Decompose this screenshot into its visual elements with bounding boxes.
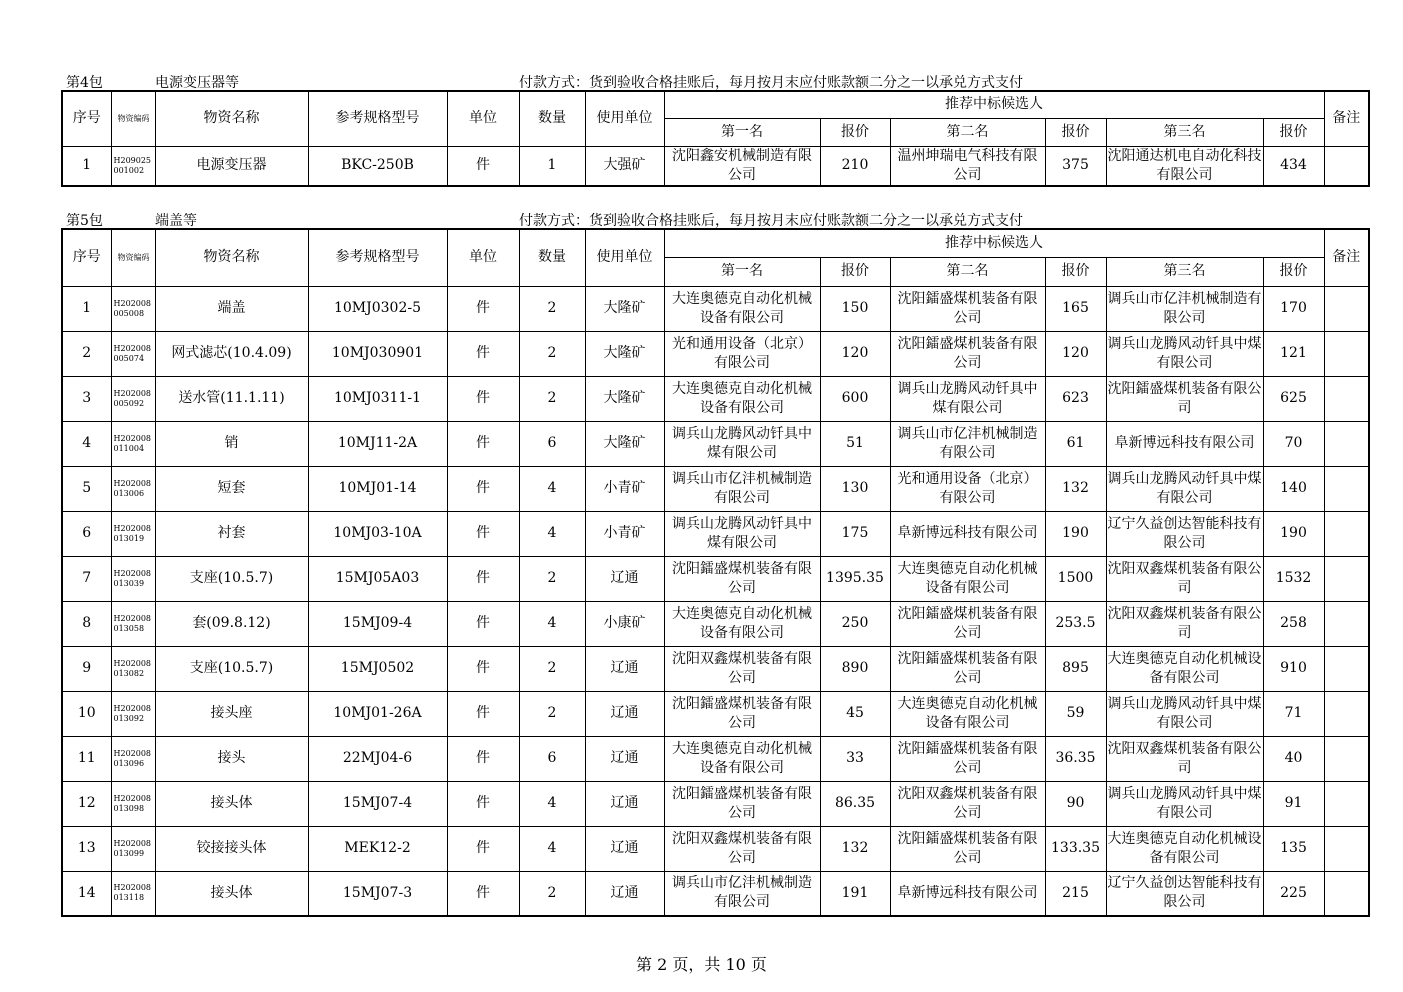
row-seq: 14 (62, 871, 111, 916)
row-first-candidate: 沈阳双鑫煤机装备有限公司 (664, 646, 820, 691)
row-first-candidate: 沈阳鐳盛煤机装备有限公司 (664, 781, 820, 826)
row-first-candidate: 大连奥德克自动化机械设备有限公司 (664, 601, 820, 646)
row-remark (1324, 601, 1369, 646)
row-qty: 6 (519, 421, 585, 466)
row-qty: 4 (519, 601, 585, 646)
row-price-2: 623 (1045, 376, 1106, 421)
row-third-candidate: 沈阳通达机电自动化科技有限公司 (1106, 146, 1263, 186)
row-seq: 3 (62, 376, 111, 421)
row-first-candidate: 沈阳鐳盛煤机装备有限公司 (664, 691, 820, 736)
col-price-3: 报价 (1263, 118, 1324, 146)
row-unit: 件 (447, 376, 519, 421)
row-user: 辽通 (585, 691, 664, 736)
package-4-table (61, 90, 1370, 187)
table-row (62, 286, 1369, 331)
table-row (62, 421, 1369, 466)
row-price-1: 51 (820, 421, 890, 466)
row-price-1: 150 (820, 286, 890, 331)
row-name: 短套 (155, 466, 308, 511)
row-second-candidate: 调兵山市亿沣机械制造有限公司 (890, 421, 1045, 466)
row-spec: BKC-250B (308, 146, 447, 186)
row-spec: 10MJ01-26A (308, 691, 447, 736)
row-price-2: 375 (1045, 146, 1106, 186)
row-price-3: 225 (1263, 871, 1324, 916)
row-code: H202008 013058 (111, 601, 155, 646)
table-row (62, 466, 1369, 511)
col-price-1: 报价 (820, 118, 890, 146)
row-price-1: 890 (820, 646, 890, 691)
row-qty: 2 (519, 376, 585, 421)
row-unit: 件 (447, 556, 519, 601)
table-row (62, 736, 1369, 781)
col-qty: 数量 (519, 91, 585, 146)
row-second-candidate: 阜新博远科技有限公司 (890, 511, 1045, 556)
row-price-3: 434 (1263, 146, 1324, 186)
row-qty: 2 (519, 286, 585, 331)
col-price-2: 报价 (1045, 257, 1106, 286)
col-spec: 参考规格型号 (308, 229, 447, 286)
row-name: 电源变压器 (155, 146, 308, 186)
row-spec: 15MJ0502 (308, 646, 447, 691)
col-name: 物资名称 (155, 229, 308, 286)
row-seq: 4 (62, 421, 111, 466)
row-seq: 9 (62, 646, 111, 691)
row-price-3: 258 (1263, 601, 1324, 646)
table-row (62, 146, 1369, 186)
table-row (62, 646, 1369, 691)
row-first-candidate: 沈阳鑫安机械制造有限公司 (664, 146, 820, 186)
row-name: 接头体 (155, 871, 308, 916)
row-code: H202008 013082 (111, 646, 155, 691)
row-price-3: 910 (1263, 646, 1324, 691)
row-unit: 件 (447, 826, 519, 871)
col-second: 第二名 (890, 118, 1045, 146)
col-third: 第三名 (1106, 118, 1263, 146)
row-second-candidate: 沈阳鐳盛煤机装备有限公司 (890, 826, 1045, 871)
row-seq: 13 (62, 826, 111, 871)
row-name: 网式滤芯(10.4.09) (155, 331, 308, 376)
row-third-candidate: 沈阳双鑫煤机装备有限公司 (1106, 601, 1263, 646)
row-seq: 2 (62, 331, 111, 376)
row-first-candidate: 沈阳鐳盛煤机装备有限公司 (664, 556, 820, 601)
package-5-table (61, 228, 1370, 917)
row-spec: 15MJ09-4 (308, 601, 447, 646)
col-unit: 单位 (447, 91, 519, 146)
payment-terms: 付款方式：货到验收合格挂账后，每月按月末应付账款额二分之一以承兑方式支付 (519, 75, 1023, 91)
row-third-candidate: 阜新博远科技有限公司 (1106, 421, 1263, 466)
row-spec: 15MJ07-3 (308, 871, 447, 916)
row-spec: 15MJ05A03 (308, 556, 447, 601)
row-first-candidate: 大连奥德克自动化机械设备有限公司 (664, 376, 820, 421)
table-row (62, 601, 1369, 646)
row-code: H202008 011004 (111, 421, 155, 466)
row-price-2: 165 (1045, 286, 1106, 331)
row-first-candidate: 调兵山市亿沣机械制造有限公司 (664, 871, 820, 916)
row-user: 大隆矿 (585, 421, 664, 466)
col-price-2: 报价 (1045, 118, 1106, 146)
row-qty: 2 (519, 646, 585, 691)
row-code: H202008 013092 (111, 691, 155, 736)
row-third-candidate: 调兵山龙腾风动钎具中煤有限公司 (1106, 691, 1263, 736)
package-name: 电源变压器等 (155, 75, 239, 91)
row-price-2: 120 (1045, 331, 1106, 376)
row-price-1: 45 (820, 691, 890, 736)
row-name: 端盖 (155, 286, 308, 331)
row-price-1: 191 (820, 871, 890, 916)
row-price-1: 130 (820, 466, 890, 511)
col-spec: 参考规格型号 (308, 91, 447, 146)
row-code: H202008 005092 (111, 376, 155, 421)
row-second-candidate: 大连奥德克自动化机械设备有限公司 (890, 556, 1045, 601)
col-recommended: 推荐中标候选人 (664, 91, 1324, 118)
row-remark (1324, 421, 1369, 466)
row-remark (1324, 511, 1369, 556)
row-code: H202008 005074 (111, 331, 155, 376)
row-second-candidate: 沈阳鐳盛煤机装备有限公司 (890, 601, 1045, 646)
row-spec: 10MJ0311-1 (308, 376, 447, 421)
row-price-2: 215 (1045, 871, 1106, 916)
row-price-3: 40 (1263, 736, 1324, 781)
row-price-3: 170 (1263, 286, 1324, 331)
table-row (62, 691, 1369, 736)
row-price-3: 1532 (1263, 556, 1324, 601)
row-name: 衬套 (155, 511, 308, 556)
table-row (62, 376, 1369, 421)
row-qty: 6 (519, 736, 585, 781)
row-seq: 5 (62, 466, 111, 511)
row-seq: 1 (62, 146, 111, 186)
row-code: H209025 001002 (111, 146, 155, 186)
row-first-candidate: 调兵山龙腾风动钎具中煤有限公司 (664, 511, 820, 556)
row-user: 小康矿 (585, 601, 664, 646)
section-5-heading (66, 210, 1366, 228)
row-name: 接头体 (155, 781, 308, 826)
row-remark (1324, 466, 1369, 511)
row-seq: 6 (62, 511, 111, 556)
row-second-candidate: 沈阳鐳盛煤机装备有限公司 (890, 331, 1045, 376)
table-row (62, 331, 1369, 376)
row-spec: 10MJ11-2A (308, 421, 447, 466)
row-code: H202008 013019 (111, 511, 155, 556)
row-qty: 4 (519, 511, 585, 556)
row-price-1: 175 (820, 511, 890, 556)
row-price-3: 91 (1263, 781, 1324, 826)
row-unit: 件 (447, 421, 519, 466)
row-first-candidate: 沈阳双鑫煤机装备有限公司 (664, 826, 820, 871)
row-price-3: 121 (1263, 331, 1324, 376)
row-price-1: 250 (820, 601, 890, 646)
row-code: H202008 013118 (111, 871, 155, 916)
row-spec: 10MJ0302-5 (308, 286, 447, 331)
row-seq: 1 (62, 286, 111, 331)
row-name: 接头座 (155, 691, 308, 736)
col-seq: 序号 (62, 229, 111, 286)
row-price-2: 36.35 (1045, 736, 1106, 781)
row-third-candidate: 大连奥德克自动化机械设备有限公司 (1106, 826, 1263, 871)
row-second-candidate: 温州坤瑞电气科技有限公司 (890, 146, 1045, 186)
row-price-1: 600 (820, 376, 890, 421)
row-user: 小青矿 (585, 511, 664, 556)
col-first: 第一名 (664, 118, 820, 146)
row-unit: 件 (447, 466, 519, 511)
row-remark (1324, 736, 1369, 781)
package-number: 第5包 (66, 213, 103, 229)
row-qty: 2 (519, 556, 585, 601)
row-code: H202008 013099 (111, 826, 155, 871)
row-name: 送水管(11.1.11) (155, 376, 308, 421)
col-unit: 单位 (447, 229, 519, 286)
row-third-candidate: 大连奥德克自动化机械设备有限公司 (1106, 646, 1263, 691)
section-4-heading (66, 72, 1366, 90)
row-price-2: 1500 (1045, 556, 1106, 601)
row-third-candidate: 沈阳鐳盛煤机装备有限公司 (1106, 376, 1263, 421)
row-name: 接头 (155, 736, 308, 781)
col-recommended: 推荐中标候选人 (664, 229, 1324, 257)
row-remark (1324, 556, 1369, 601)
row-third-candidate: 沈阳双鑫煤机装备有限公司 (1106, 556, 1263, 601)
row-user: 辽通 (585, 556, 664, 601)
row-third-candidate: 辽宁久益创达智能科技有限公司 (1106, 871, 1263, 916)
row-price-1: 86.35 (820, 781, 890, 826)
row-remark (1324, 781, 1369, 826)
row-seq: 10 (62, 691, 111, 736)
row-code: H202008 005008 (111, 286, 155, 331)
row-second-candidate: 沈阳双鑫煤机装备有限公司 (890, 781, 1045, 826)
row-spec: 10MJ030901 (308, 331, 447, 376)
row-second-candidate: 沈阳鐳盛煤机装备有限公司 (890, 286, 1045, 331)
package-name: 端盖等 (155, 213, 197, 229)
row-qty: 4 (519, 466, 585, 511)
row-remark (1324, 376, 1369, 421)
col-code: 物资编码 (111, 91, 155, 146)
row-seq: 11 (62, 736, 111, 781)
row-spec: 10MJ03-10A (308, 511, 447, 556)
row-unit: 件 (447, 691, 519, 736)
col-price-3: 报价 (1263, 257, 1324, 286)
row-code: H202008 013039 (111, 556, 155, 601)
row-price-2: 61 (1045, 421, 1106, 466)
row-user: 辽通 (585, 646, 664, 691)
row-price-3: 70 (1263, 421, 1324, 466)
col-code: 物资编码 (111, 229, 155, 286)
row-price-2: 253.5 (1045, 601, 1106, 646)
row-first-candidate: 调兵山市亿沣机械制造有限公司 (664, 466, 820, 511)
payment-terms: 付款方式：货到验收合格挂账后，每月按月末应付账款额二分之一以承兑方式支付 (519, 213, 1023, 229)
row-price-3: 135 (1263, 826, 1324, 871)
row-price-2: 895 (1045, 646, 1106, 691)
package-number: 第4包 (66, 75, 103, 91)
row-third-candidate: 调兵山龙腾风动钎具中煤有限公司 (1106, 331, 1263, 376)
row-code: H202008 013006 (111, 466, 155, 511)
row-name: 支座(10.5.7) (155, 646, 308, 691)
row-price-2: 190 (1045, 511, 1106, 556)
table-row (62, 511, 1369, 556)
row-first-candidate: 大连奥德克自动化机械设备有限公司 (664, 286, 820, 331)
table-row (62, 556, 1369, 601)
row-qty: 2 (519, 331, 585, 376)
row-remark (1324, 331, 1369, 376)
row-user: 大隆矿 (585, 331, 664, 376)
row-qty: 2 (519, 871, 585, 916)
row-qty: 4 (519, 826, 585, 871)
row-unit: 件 (447, 511, 519, 556)
row-user: 大强矿 (585, 146, 664, 186)
row-third-candidate: 调兵山龙腾风动钎具中煤有限公司 (1106, 781, 1263, 826)
row-price-2: 132 (1045, 466, 1106, 511)
row-third-candidate: 辽宁久益创达智能科技有限公司 (1106, 511, 1263, 556)
row-code: H202008 013098 (111, 781, 155, 826)
row-second-candidate: 调兵山龙腾风动钎具中煤有限公司 (890, 376, 1045, 421)
table-row (62, 781, 1369, 826)
row-second-candidate: 光和通用设备（北京）有限公司 (890, 466, 1045, 511)
col-name: 物资名称 (155, 91, 308, 146)
row-spec: 10MJ01-14 (308, 466, 447, 511)
table-row (62, 826, 1369, 871)
header-row (62, 229, 1369, 257)
col-third: 第三名 (1106, 257, 1263, 286)
row-qty: 2 (519, 691, 585, 736)
row-unit: 件 (447, 286, 519, 331)
row-user: 小青矿 (585, 466, 664, 511)
row-unit: 件 (447, 871, 519, 916)
row-user: 辽通 (585, 736, 664, 781)
row-unit: 件 (447, 781, 519, 826)
col-second: 第二名 (890, 257, 1045, 286)
row-unit: 件 (447, 146, 519, 186)
row-user: 辽通 (585, 871, 664, 916)
row-price-2: 133.35 (1045, 826, 1106, 871)
row-price-1: 210 (820, 146, 890, 186)
row-unit: 件 (447, 646, 519, 691)
col-first: 第一名 (664, 257, 820, 286)
row-spec: 15MJ07-4 (308, 781, 447, 826)
row-price-3: 71 (1263, 691, 1324, 736)
page-footer: 第 2 页，共 10 页 (636, 955, 767, 974)
row-name: 套(09.8.12) (155, 601, 308, 646)
row-price-3: 190 (1263, 511, 1324, 556)
col-remark: 备注 (1324, 91, 1369, 146)
row-price-1: 120 (820, 331, 890, 376)
row-second-candidate: 大连奥德克自动化机械设备有限公司 (890, 691, 1045, 736)
row-unit: 件 (447, 601, 519, 646)
table-row (62, 871, 1369, 916)
row-seq: 7 (62, 556, 111, 601)
header-row (62, 91, 1369, 118)
col-qty: 数量 (519, 229, 585, 286)
row-remark (1324, 646, 1369, 691)
row-first-candidate: 调兵山龙腾风动钎具中煤有限公司 (664, 421, 820, 466)
row-remark (1324, 826, 1369, 871)
row-name: 销 (155, 421, 308, 466)
row-seq: 8 (62, 601, 111, 646)
row-third-candidate: 调兵山市亿沣机械制造有限公司 (1106, 286, 1263, 331)
row-name: 铰接接头体 (155, 826, 308, 871)
row-qty: 4 (519, 781, 585, 826)
row-price-2: 90 (1045, 781, 1106, 826)
row-second-candidate: 沈阳鐳盛煤机装备有限公司 (890, 646, 1045, 691)
col-seq: 序号 (62, 91, 111, 146)
row-remark (1324, 691, 1369, 736)
row-unit: 件 (447, 331, 519, 376)
row-price-1: 1395.35 (820, 556, 890, 601)
row-user: 大隆矿 (585, 376, 664, 421)
row-spec: 22MJ04-6 (308, 736, 447, 781)
row-unit: 件 (447, 736, 519, 781)
row-price-3: 140 (1263, 466, 1324, 511)
row-spec: MEK12-2 (308, 826, 447, 871)
row-remark (1324, 871, 1369, 916)
row-third-candidate: 沈阳双鑫煤机装备有限公司 (1106, 736, 1263, 781)
row-second-candidate: 沈阳鐳盛煤机装备有限公司 (890, 736, 1045, 781)
row-user: 辽通 (585, 826, 664, 871)
row-first-candidate: 光和通用设备（北京）有限公司 (664, 331, 820, 376)
col-user: 使用单位 (585, 229, 664, 286)
row-remark (1324, 286, 1369, 331)
row-second-candidate: 阜新博远科技有限公司 (890, 871, 1045, 916)
row-price-1: 132 (820, 826, 890, 871)
row-price-3: 625 (1263, 376, 1324, 421)
row-user: 大隆矿 (585, 286, 664, 331)
row-seq: 12 (62, 781, 111, 826)
row-name: 支座(10.5.7) (155, 556, 308, 601)
row-price-1: 33 (820, 736, 890, 781)
col-remark: 备注 (1324, 229, 1369, 286)
col-user: 使用单位 (585, 91, 664, 146)
row-user: 辽通 (585, 781, 664, 826)
col-price-1: 报价 (820, 257, 890, 286)
row-third-candidate: 调兵山龙腾风动钎具中煤有限公司 (1106, 466, 1263, 511)
row-code: H202008 013096 (111, 736, 155, 781)
row-qty: 1 (519, 146, 585, 186)
row-first-candidate: 大连奥德克自动化机械设备有限公司 (664, 736, 820, 781)
row-remark (1324, 146, 1369, 186)
row-price-2: 59 (1045, 691, 1106, 736)
